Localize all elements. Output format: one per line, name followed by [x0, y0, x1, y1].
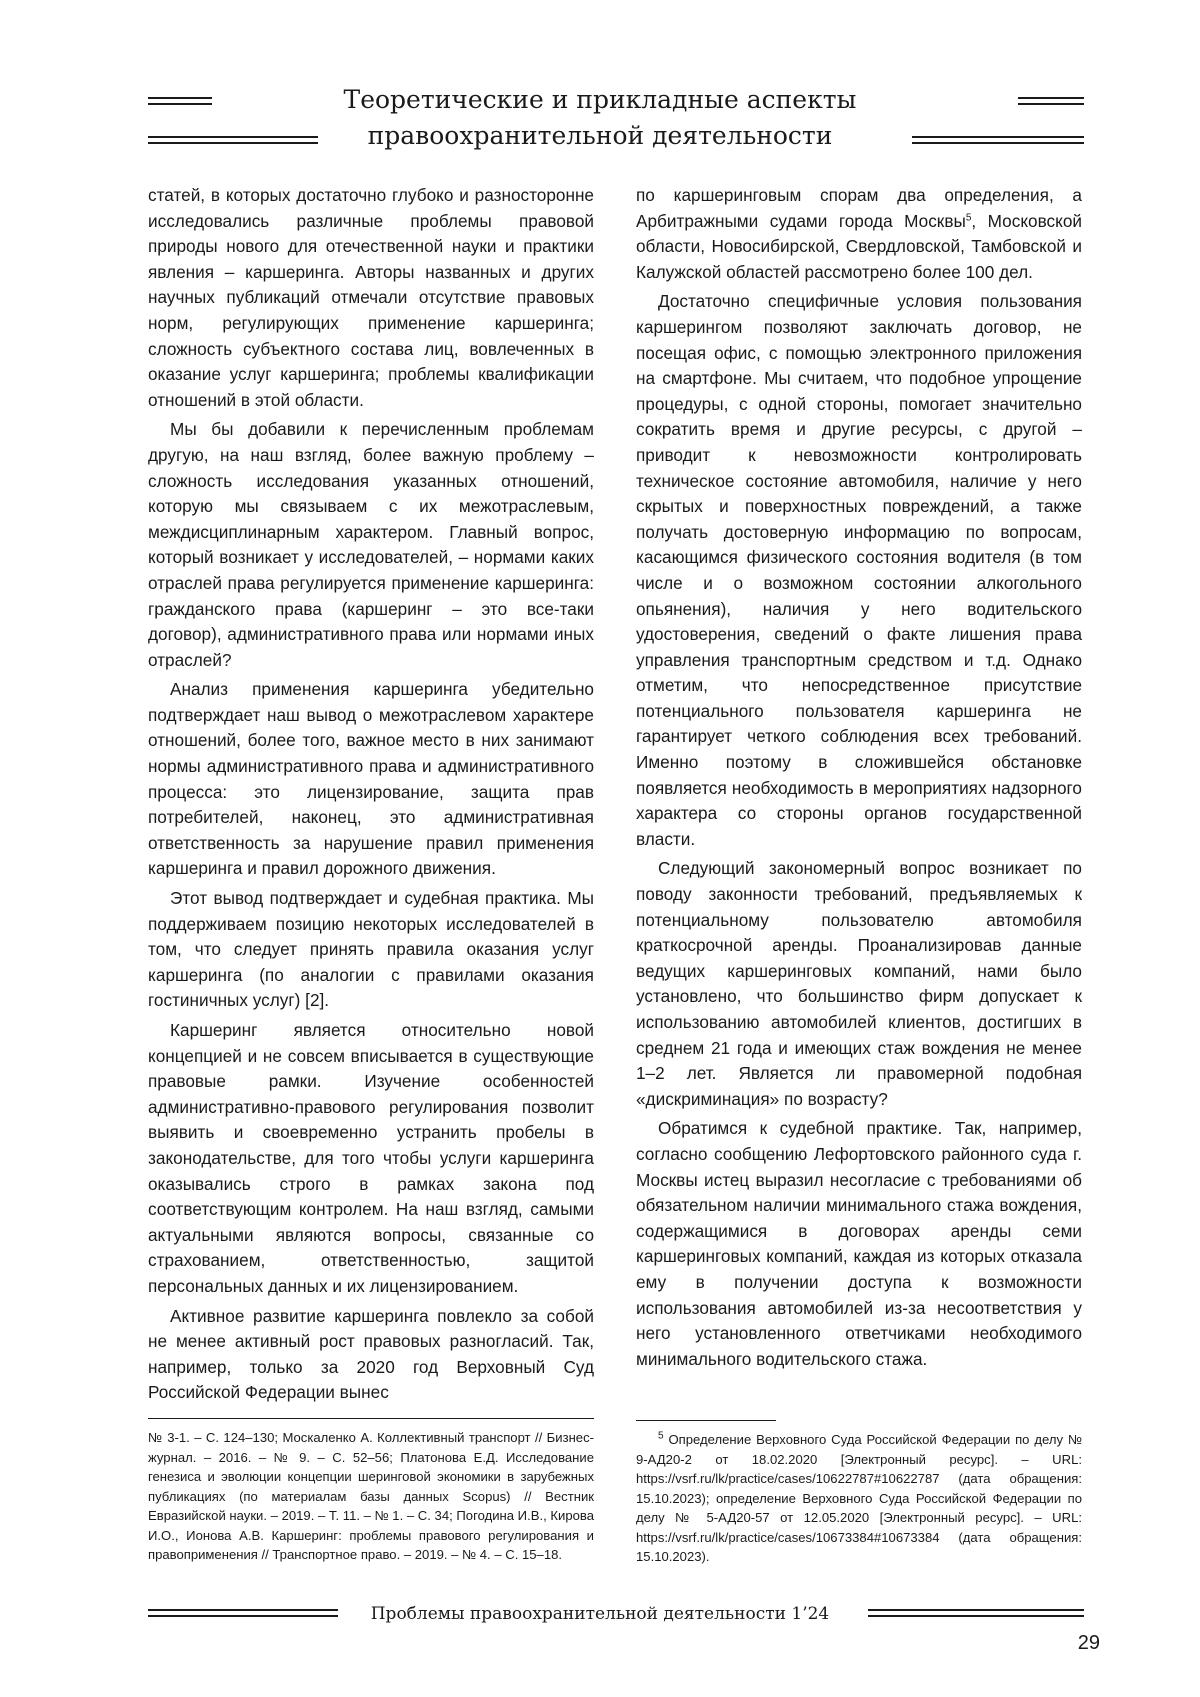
right-paragraph-1	[636, 183, 1082, 285]
footnote-ref-5: 5	[965, 211, 972, 223]
left-paragraph-3: Анализ применения каршеринга убедительно подтверждает наш вывод о межотраслевом характере отношений, более того, важное место в них занимают нормы административного права и административного процесса: это лицензирование, защита прав потребителей, наконец, это административная ответственность за нарушение правил применения каршеринга и правил дорожного движения.	[148, 679, 594, 879]
right-paragraph-4: Обратимся к судебной практике. Так, например, согласно сообщению Лефортовского районного суда г. Москвы истец выразил несогласие с требованиями об обязательном наличии минимального стажа вождения, содержащимися в договорах аренды семи каршеринговых компаний, каждая из которых отказала ему в получении доступа к возможности использования автомобилей из-за несоответствия у него установленного ответчиками необходимого минимального водительского стажа.	[636, 1118, 1082, 1369]
left-column	[148, 183, 594, 1410]
footnote-divider-right	[636, 1420, 776, 1421]
footnote-5-text: Определение Верховного Суда Российской Федерации по делу № 9-АД20-2 от 18.02.2020 [Электронный ресурс]. – URL: https://vsrf.ru/lk/practice/cases/10622787#10622787 (дата обращения: 15.10.2023); определение Верховного Суда Российской Федерации по делу № 5-АД20-57 от 12.05.2020 [Электронный ресурс]. – URL: https://vsrf.ru/lk/practice/cases/10673384#10673384 (дата обращения: 15.10.2023).	[636, 1432, 1082, 1564]
left-paragraph-1: статей, в которых достаточно глубоко и разносторонне исследовались различные проблемы правовой природы нового для отечественной науки и практики явления – каршеринга. Авторы названных и других научных публикаций отмечали отсутствие правовых норм, регулирующих применение каршеринга; сложность субъектного состава лиц, вовлеченных в оказание услуг каршеринга; проблемы квалификации отношений в этой области.	[148, 185, 594, 410]
footnote-left-text: № 3-1. – С. 124–130; Москаленко А. Коллективный транспорт // Бизнес-журнал. – 2016. – № 9. – С. 52–56; Платонова Е.Д. Исследование генезиса и эволюции концепции шеринговой экономики в зарубежных публикациях (по материалам базы данных Scopus) // Вестник Евразийской науки. – 2019. – Т. 11. – № 1. – С. 34; Погодина И.В., Кирова И.О., Ионова А.В. Каршеринг: проблемы правового регулирования и правоприменения // Транспортное право. – 2019. – № 4. – С. 15–18.	[148, 1430, 594, 1562]
right-paragraph-2: Достаточно специфичные условия пользования каршерингом позволяют заключать договор, не посещая офис, с помощью электронного приложения на смартфоне. Мы считаем, что подобное упрощение процедуры, с одной стороны, помогает значительно сократить время и другие ресурсы, с другой – приводит к невозможности контролировать техническое состояние автомобиля, наличие у него скрытых и поверхностных повреждений, а также получать достоверную информацию по вопросам, касающимся физического состояния водителя (в том числе и о возможном состоянии алкогольного опьянения), наличия у него водительского удостоверения, сведений о факте лишения права управления транспортным средством и т.д. Однако отметим, что непосредственное присутствие потенциального пользователя каршеринга не гарантирует четкого соблюдения всех требований. Именно поэтому в сложившейся обстановке появляется необходимость в мероприятиях надзорного характера со стороны органов государственной власти.	[636, 291, 1082, 849]
footnote-5-marker: 5	[658, 1430, 664, 1442]
left-paragraph-2: Мы бы добавили к перечисленным проблемам другую, на наш взгляд, более важную проблему – сложность исследования указанных отношений, которую мы связываем с их межотраслевым, междисциплинарным характером. Главный вопрос, который возникает у исследователей, – нормами каких отраслей права регулируется применение каршеринга: гражданского права (каршеринг – это все-таки договор), административного права или нормами иных отраслей?	[148, 419, 594, 670]
footnote-divider-left	[148, 1418, 594, 1419]
header-title-line1: Теоретические и прикладные аспекты	[343, 85, 857, 114]
header-title-line2: правоохранительной деятельности	[367, 121, 833, 150]
footnote-right	[636, 1430, 1082, 1567]
right-paragraph-1-text-a: по каршеринговым спорам два определения, а Арбитражными судами города Москвы	[636, 185, 1082, 231]
page-number: 29	[1077, 1632, 1100, 1654]
footnote-5	[636, 1430, 1082, 1567]
left-paragraph-6: Активное развитие каршеринга повлекло за собой не менее активный рост правовых разногласий. Так, например, только за 2020 год Верховный Суд Российской Федерации вынес	[148, 1305, 594, 1403]
footer-journal-title: Проблемы правоохранительной деятельности 1’24	[370, 1604, 830, 1624]
left-paragraph-4: Этот вывод подтверждает и судебная практика. Мы поддерживаем позицию некоторых исследователей в том, что следует принять правила оказания услуг каршеринга (по аналогии с правилами оказания гостиничных услуг) [2].	[148, 888, 594, 1011]
left-paragraph-5: Каршеринг является относительно новой концепцией и не совсем вписывается в существующие правовые рамки. Изучение особенностей административно-правового регулирования позволит выявить и своевременно устранить пробелы в законодательстве, для того чтобы услуги каршеринга оказывались строго в рамках закона под соответствующим контролем. На наш взгляд, самыми актуальными являются вопросы, связанные со страхованием, ответственностью, защитой персональных данных и их лицензированием.	[148, 1020, 594, 1296]
right-paragraph-3: Следующий закономерный вопрос возникает по поводу законности требований, предъявляемых к потенциальному пользователю автомобиля краткосрочной аренды. Проанализировав данные ведущих каршеринговых компаний, нами было установлено, что большинство фирм допускает к использованию автомобилей клиентов, достигших в среднем 21 года и имеющих стаж вождения не менее 1–2 лет. Является ли правомерной подобная «дискриминация» по возрасту?	[636, 858, 1082, 1109]
right-paragraph-1-text-b: , Московской области, Новосибирской, Свердловской, Тамбовской и Калужской областей рассмотрено более 100 дел.	[636, 210, 1082, 282]
footnote-left	[148, 1428, 594, 1565]
right-column	[636, 183, 1082, 1376]
